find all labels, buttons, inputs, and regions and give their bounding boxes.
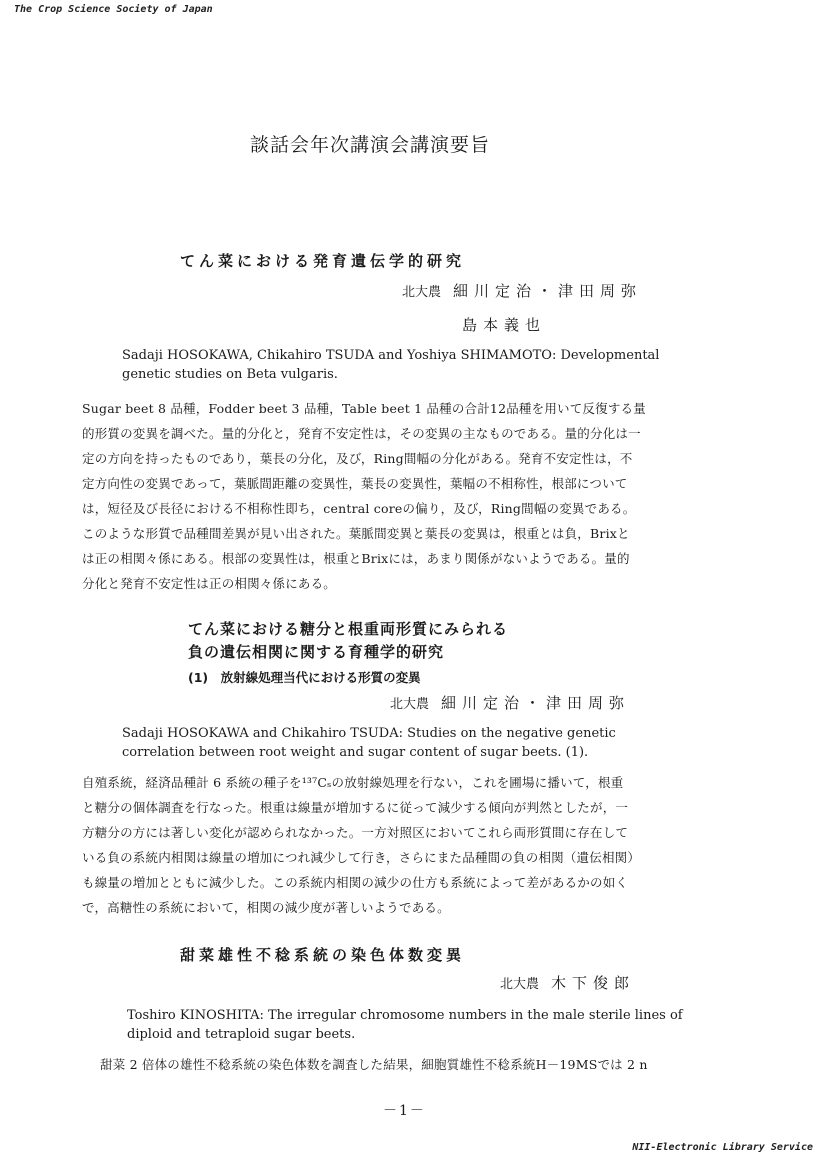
section3-authors	[500, 972, 635, 993]
section2-body-line: で，高糖性の系統において，相関の減少度が著しいようである。	[82, 900, 450, 915]
section1-authors	[402, 280, 642, 301]
section2-body-line: と糖分の個体調査を行なった。根重は線量が増加するに従って減少する傾向が判然としたが，一	[82, 800, 629, 815]
page-number: －1－	[383, 1103, 426, 1119]
section2-authors	[390, 692, 630, 713]
section1-body-line: このような形質で品種間差異が見い出された。葉脈間変異と葉長の変異は，根重とは負，Brixと	[82, 526, 630, 541]
section2-body-line: も線量の増加とともに減少した。この系統内相関の減少の仕方も系統によって差があるかの如く	[82, 875, 629, 890]
section1-body-line: は，短径及び長径における不相称性即ち，central coreの偏り，及び，Ring間幅の変異である。	[82, 501, 636, 516]
section3-title: 甜菜雄性不稔系統の染色体数変異	[180, 946, 466, 964]
section3-body	[100, 1052, 740, 1077]
section2-affiliation: 北大農	[390, 697, 430, 712]
section2-body-line: 自殖系統，経済品種計 6 系統の種子を¹³⁷Cₛの放射線処理を行ない，これを圃場に播いて，根重	[82, 775, 624, 790]
section2-title-line2: 負の遺伝相関に関する育種学的研究	[188, 643, 445, 661]
section1-english-abstract: Sadaji HOSOKAWA, Chikahiro TSUDA and Yoshiya SHIMAMOTO: Developmental genetic studies on Beta vulgaris.	[122, 348, 660, 382]
section1-body-line: 定の方向を持ったものであり，葉長の分化，及び，Ring間幅の分化がある。発育不安定性は，不	[82, 451, 633, 466]
footer-library-note: NII-Electronic Library Service	[632, 1142, 813, 1153]
section2-body-line: 方糖分の方には著しい変化が認められなかった。一方対照区においてこれら両形質間に存在して	[82, 825, 629, 840]
section2-subtitle: (1) 放射線処理当代における形質の変異	[188, 670, 421, 685]
section2-author-names: 細川定治・津田周弥	[441, 694, 631, 712]
section2-body	[82, 770, 722, 920]
section1-body-line: Sugar beet 8 品種，Fodder beet 3 品種，Table beet 1 品種の合計12品種を用いて反復する量	[82, 401, 646, 416]
section1-body-line: 的形質の変異を調べた。量的分化と，発育不安定性は，その変異の主なものである。量的分化は一	[82, 426, 641, 441]
section1-author-names-2: 島本義也	[462, 316, 547, 334]
section3-english-abstract: Toshiro KINOSHITA: The irregular chromosome numbers in the male sterile lines of diploid and tetraploid sugar beets.	[127, 1008, 683, 1042]
section2-english-abstract: Sadaji HOSOKAWA and Chikahiro TSUDA: Studies on the negative genetic correlation between root weight and sugar content of sugar beets. (1).	[122, 726, 616, 760]
section1-body-line: 定方向性の変異であって，葉脈間距離の変異性，葉長の変異性，葉幅の不相称性，根部について	[82, 476, 628, 491]
section3-affiliation: 北大農	[500, 977, 540, 992]
section3-author-names: 木下俊郎	[551, 974, 636, 992]
section3-body-line: 甜菜 2 倍体の雄性不稔系統の染色体数を調査した結果，細胞質雄性不稔系統H－19MSでは 2 n	[100, 1057, 648, 1072]
section2-body-line: いる負の系統内相関は線量の増加につれ減少して行き，さらにまた品種間の負の相関（遺伝相関）	[82, 850, 641, 865]
journal-header: The Crop Science Society of Japan	[14, 4, 213, 15]
section2-title-line1: てん菜における糖分と根重両形質にみられる	[188, 620, 509, 638]
section1-title: てん菜における発育遺伝学的研究	[180, 252, 466, 270]
page-title: 談話会年次講演会講演要旨	[250, 134, 491, 156]
section1-body	[82, 396, 722, 596]
section1-affiliation: 北大農	[402, 285, 442, 300]
section1-author-line2	[462, 314, 546, 335]
section1-author-names: 細川定治・津田周弥	[453, 282, 643, 300]
section1-body-line: 分化と発育不安定性は正の相関々係にある。	[82, 576, 337, 591]
section1-body-line: は正の相関々係にある。根部の変異性は，根重とBrixには，あまり関係がないようである。量的	[82, 551, 630, 566]
